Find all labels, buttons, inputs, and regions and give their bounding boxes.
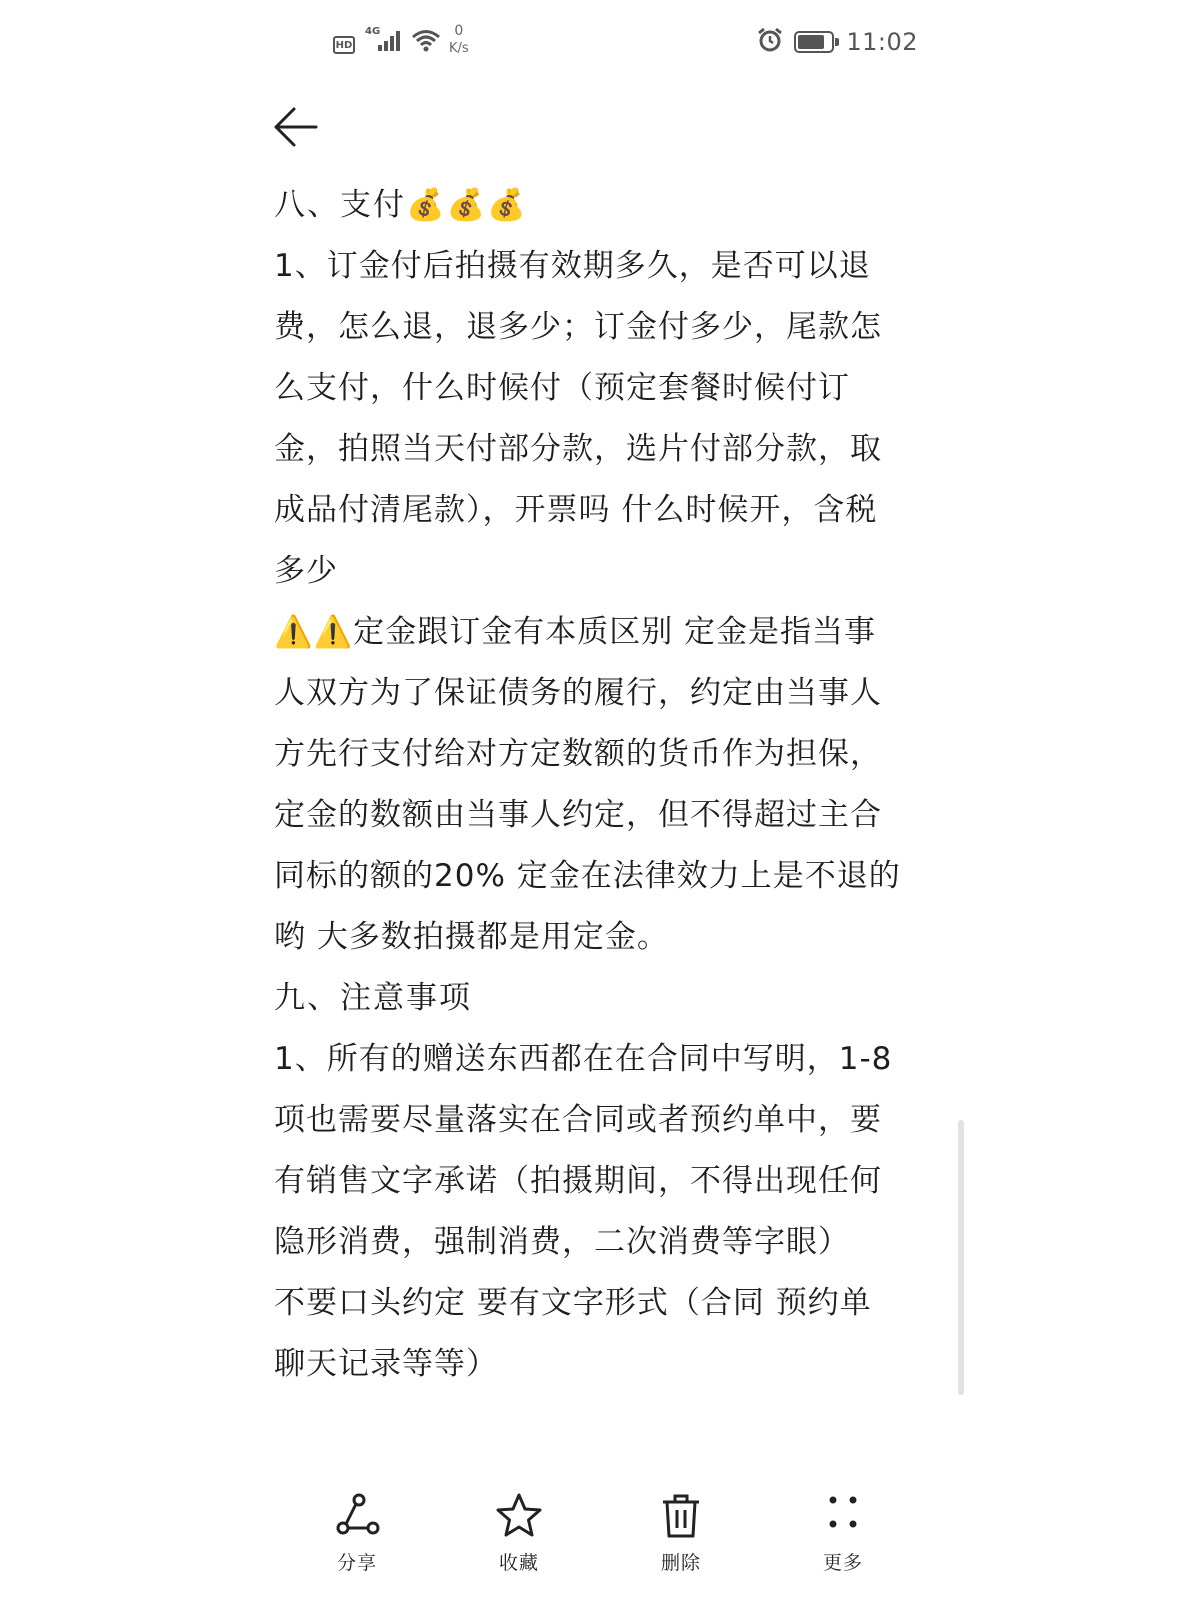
- network-type-label: 4G: [365, 26, 381, 37]
- text-line: 哟 大多数拍摄都是用定金。: [274, 919, 669, 955]
- section-heading-payment: 八、支付💰💰💰: [274, 187, 528, 223]
- text-line: 同标的额的20% 定金在法律效力上是不退的: [274, 858, 901, 894]
- section-heading-notes: 九、注意事项: [274, 980, 472, 1016]
- text-line: 项也需要尽量落实在合同或者预约单中，要: [274, 1102, 882, 1138]
- text-line: 成品付清尾款），开票吗 什么时候开，含税: [274, 492, 878, 528]
- star-icon: [493, 1490, 545, 1542]
- status-right: [756, 26, 918, 58]
- delete-label: 删除: [660, 1552, 701, 1574]
- delete-button[interactable]: [631, 1490, 731, 1575]
- favorite-button[interactable]: [469, 1490, 569, 1575]
- text-line: 多少: [274, 553, 338, 589]
- text-line: 人双方为了保证债务的履行，约定由当事人: [274, 675, 882, 711]
- battery-fill: [798, 35, 824, 49]
- battery-icon: [794, 31, 834, 53]
- text-line: 方先行支付给对方定数额的货币作为担保，: [274, 736, 882, 772]
- text-line: 定金的数额由当事人约定，但不得超过主合: [274, 797, 882, 833]
- text-line: 1、订金付后拍摄有效期多久，是否可以退: [274, 248, 871, 284]
- network-speed-unit: K/s: [449, 41, 469, 56]
- text-line: 聊天记录等等）: [274, 1346, 498, 1382]
- arrow-left-icon: [272, 102, 322, 152]
- favorite-label: 收藏: [498, 1552, 539, 1574]
- text-line: 有销售文字承诺（拍摄期间，不得出现任何: [274, 1163, 882, 1199]
- share-icon: [331, 1490, 383, 1542]
- trash-icon: [655, 1490, 707, 1542]
- text-line: 金，拍照当天付部分款，选片付部分款，取: [274, 431, 882, 467]
- back-button[interactable]: [272, 102, 322, 152]
- status-left: [333, 22, 469, 58]
- status-bar: [0, 22, 1200, 68]
- clock: 11:02: [846, 28, 918, 56]
- network-speed: [449, 23, 469, 57]
- signal-icon: [365, 22, 405, 58]
- text-line: 1、所有的赠送东西都在在合同中写明，1-8: [274, 1041, 893, 1077]
- text-line: 费，怎么退，退多少；订金付多少，尾款怎: [274, 309, 882, 345]
- text-line: 不要口头约定 要有文字形式（合同 预约单: [274, 1285, 872, 1321]
- text-line: ⚠️⚠️定金跟订金有本质区别 定金是指当事: [274, 614, 877, 650]
- more-dots-icon: [817, 1490, 869, 1542]
- hd-badge: HD: [333, 36, 355, 54]
- text-line: 隐形消费，强制消费，二次消费等字眼）: [274, 1224, 850, 1260]
- share-label: 分享: [336, 1552, 377, 1574]
- network-speed-value: 0: [454, 23, 464, 39]
- share-button[interactable]: [307, 1490, 407, 1575]
- note-body: [274, 175, 924, 1395]
- text-line: 么支付，什么时候付（预定套餐时候付订: [274, 370, 850, 406]
- bottom-toolbar: [0, 1490, 1200, 1600]
- more-label: 更多: [822, 1552, 863, 1574]
- more-button[interactable]: [793, 1490, 893, 1575]
- scroll-indicator[interactable]: [958, 1120, 964, 1395]
- wifi-icon: [411, 29, 441, 57]
- alarm-icon: [756, 26, 784, 58]
